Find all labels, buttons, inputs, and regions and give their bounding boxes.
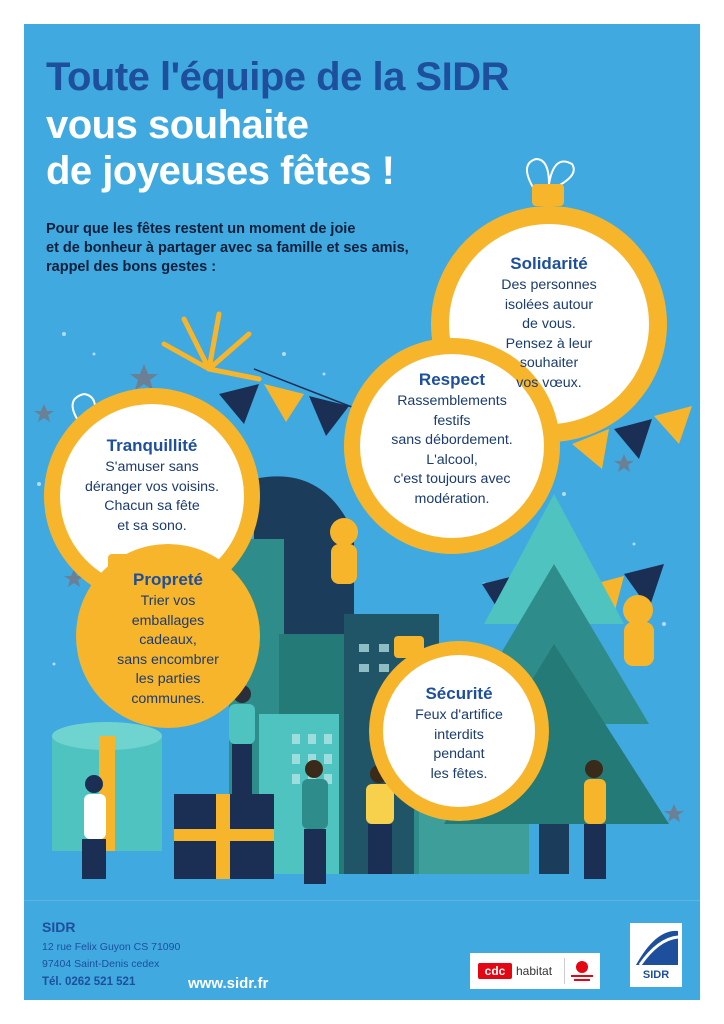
bubble-line: et sa sono.	[117, 517, 187, 534]
bubble-line: Pensez à leur	[505, 335, 593, 352]
bubble-line: cadeaux,	[139, 632, 197, 648]
logo-divider	[564, 958, 565, 984]
bubble-line: festifs	[433, 412, 471, 429]
cdc-habitat-text: habitat	[516, 964, 553, 978]
bubble-title: Propreté	[133, 570, 203, 589]
bubble-title: Tranquillité	[106, 436, 198, 455]
bubble-line: les parties	[135, 671, 201, 687]
footer	[24, 900, 700, 1000]
title-line-1: Toute l'équipe de la SIDR	[46, 55, 509, 99]
cdc-habitat-logo	[470, 953, 600, 989]
bubble-line: souhaiter	[519, 355, 579, 371]
bubble-title: Respect	[418, 370, 486, 389]
sidr-swoosh-icon	[630, 925, 682, 969]
cdc-mark: cdc	[478, 963, 512, 979]
bubble-line: S'amuser sans	[105, 459, 199, 475]
bubble-line: vos vœux.	[516, 374, 582, 391]
bubble-line: déranger vos voisins.	[84, 478, 220, 495]
footer-address-line: 97404 Saint-Denis cedex	[42, 958, 160, 970]
sidr-logo	[630, 923, 682, 987]
footer-website-link[interactable]: www.sidr.fr	[188, 975, 269, 992]
bubble-line: Trier vos	[140, 593, 196, 609]
bubble-line: interdits	[434, 726, 484, 743]
bubble-line: Rassemblements	[397, 393, 507, 409]
footer-address-line: 12 rue Felix Guyon CS 71090	[42, 941, 181, 953]
sidr-logo-text: SIDR	[642, 969, 670, 981]
title-line-2: vous souhaite	[46, 103, 309, 147]
intro-text	[46, 220, 506, 277]
poster	[24, 24, 700, 1000]
intro-line: rappel des bons gestes :	[46, 259, 217, 275]
bubble-line: emballages	[131, 612, 205, 629]
bubble-line: Des personnes	[501, 277, 597, 293]
bubble-tranquillite	[67, 436, 237, 536]
footer-phone: Tél. 0262 521 521	[42, 976, 136, 988]
bubble-line: L'alcool,	[426, 451, 478, 468]
bubble-respect	[357, 370, 547, 509]
footer-org-name: SIDR	[42, 919, 76, 935]
bubble-line: modération.	[414, 490, 490, 507]
intro-line: et de bonheur à partager avec sa famille et ses amis,	[46, 240, 409, 256]
bubble-line: de vous.	[522, 316, 576, 332]
intro-line: Pour que les fêtes restent un moment de joie	[46, 221, 356, 237]
bubble-line: communes.	[131, 690, 205, 707]
bubble-line: sans débordement.	[391, 432, 513, 448]
bubble-line: Chacun sa fête	[104, 498, 200, 514]
bubble-line: sans encombrer	[117, 651, 219, 668]
title-line-3: de joyeuses fêtes !	[46, 149, 395, 193]
bubble-line: c'est toujours avec	[393, 471, 511, 487]
bubble-line: Feux d'artifice	[415, 707, 503, 723]
bubble-line: les fêtes.	[430, 765, 488, 782]
firework	[164, 314, 259, 379]
bubble-line: pendant	[433, 746, 485, 762]
bubble-proprete	[98, 570, 238, 709]
bubble-title: Sécurité	[425, 684, 493, 703]
bubble-line: isolées autour	[504, 296, 594, 313]
caisse-depots-emblem-icon	[568, 959, 596, 983]
bubble-title: Solidarité	[510, 254, 588, 273]
bubble-securite	[394, 684, 524, 784]
